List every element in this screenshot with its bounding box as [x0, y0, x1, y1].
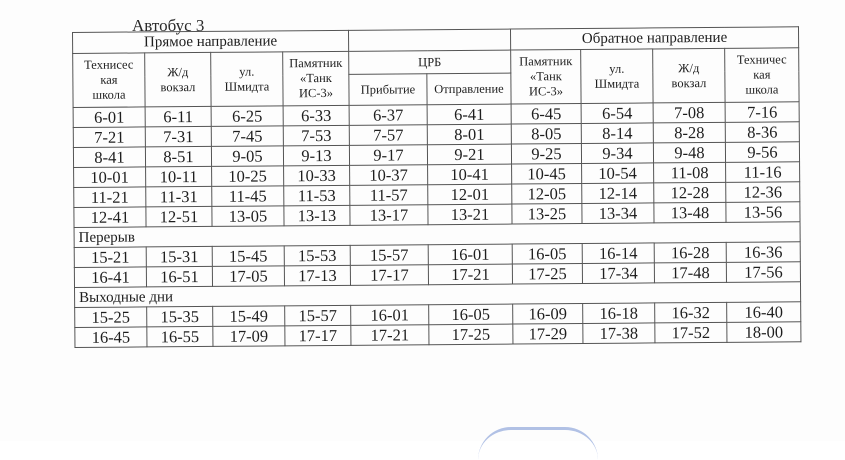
col-header [283, 51, 349, 106]
time-cell: 6-33 [283, 105, 349, 126]
time-cell: 10-37 [350, 165, 428, 186]
time-cell: 10-25 [212, 166, 284, 187]
time-cell: 8-28 [653, 122, 725, 143]
col-header-line: Ж/д [167, 64, 189, 79]
column-header-row [73, 48, 799, 77]
time-cell: 15-57 [285, 305, 351, 326]
col-header [211, 52, 283, 107]
time-cell: 7-16 [725, 102, 799, 123]
crb-header: ЦРБ [349, 50, 511, 74]
time-cell: 17-17 [285, 325, 351, 346]
time-cell: 8-36 [725, 122, 799, 143]
time-cell: 10-41 [428, 164, 512, 185]
time-cell: 6-37 [349, 105, 427, 126]
time-cell: 17-25 [429, 324, 513, 345]
col-header [73, 53, 145, 108]
stamp-mark [478, 427, 598, 460]
col-header-line: вокзал [671, 75, 707, 90]
time-cell: 13-13 [284, 205, 350, 226]
col-header-line: «Танк [299, 70, 332, 86]
time-cell: 13-56 [726, 202, 800, 223]
time-cell: 16-45 [75, 327, 147, 348]
crb-departure-header: Отправление [427, 73, 511, 105]
col-header-line: ул. [609, 61, 625, 76]
time-cell: 10-45 [512, 164, 582, 185]
timetable-body [73, 27, 801, 348]
time-cell: 11-53 [284, 185, 350, 206]
time-cell: 15-31 [146, 246, 212, 267]
time-cell: 12-14 [582, 183, 654, 204]
col-header-line: Шмидта [594, 76, 640, 91]
time-cell: 17-21 [351, 325, 429, 346]
time-cell: 10-01 [74, 167, 146, 188]
time-cell: 16-36 [726, 242, 800, 263]
time-cell: 16-01 [428, 244, 512, 265]
col-header-line: ИС-3» [298, 85, 334, 101]
time-cell: 16-41 [74, 267, 146, 288]
direction-gap [348, 29, 510, 51]
time-cell: 6-45 [511, 104, 581, 125]
time-cell: 16-55 [147, 326, 213, 347]
time-cell: 17-48 [654, 262, 726, 283]
time-cell: 9-25 [511, 144, 581, 165]
time-cell: 11-45 [212, 186, 284, 207]
time-cell: 16-14 [582, 243, 654, 264]
time-cell: 12-01 [428, 184, 512, 205]
col-header-line: Технисес [84, 57, 134, 72]
time-cell: 8-14 [581, 123, 653, 144]
col-header [653, 48, 725, 103]
time-cell: 9-21 [427, 144, 511, 165]
time-cell: 16-05 [429, 304, 513, 325]
time-cell: 13-05 [212, 206, 284, 227]
time-cell: 12-05 [512, 184, 582, 205]
time-cell: 7-53 [283, 125, 349, 146]
time-cell: 9-13 [283, 145, 349, 166]
time-cell: 17-52 [655, 322, 727, 343]
time-cell: 10-54 [582, 163, 654, 184]
time-cell: 13-34 [582, 203, 654, 224]
time-cell: 12-41 [74, 207, 146, 228]
time-cell: 15-49 [213, 306, 285, 327]
time-cell: 7-21 [73, 127, 145, 148]
time-cell: 11-08 [654, 162, 726, 183]
section-label: Выходные дни [75, 282, 801, 308]
time-cell: 16-51 [146, 266, 212, 287]
time-cell: 17-25 [512, 263, 582, 284]
col-header-line: школа [92, 87, 126, 102]
time-cell: 15-45 [212, 246, 284, 267]
time-cell: 9-56 [725, 142, 799, 163]
time-cell: 16-32 [655, 302, 727, 323]
time-cell: 10-33 [284, 165, 350, 186]
col-header-line: Ж/д [678, 60, 700, 75]
time-cell: 17-13 [284, 265, 350, 286]
time-cell: 15-57 [350, 245, 428, 266]
time-cell: 11-21 [74, 187, 146, 208]
time-cell: 17-56 [726, 262, 800, 283]
time-cell: 6-54 [581, 103, 653, 124]
col-header-line: школа [745, 82, 779, 97]
time-cell: 6-01 [73, 107, 145, 128]
col-header-line: вокзал [160, 79, 196, 94]
time-cell: 17-29 [513, 323, 583, 344]
time-cell: 17-09 [213, 326, 285, 347]
time-cell: 15-25 [75, 307, 147, 328]
time-cell: 13-21 [428, 204, 512, 225]
col-header-line: кая [753, 67, 771, 82]
time-cell: 12-51 [146, 206, 212, 227]
time-cell: 13-48 [654, 202, 726, 223]
col-header-line: «Танк [529, 69, 562, 84]
section-label: Перерыв [74, 222, 800, 248]
col-header [725, 48, 799, 103]
col-header-line: ИС-3» [528, 84, 564, 99]
time-cell: 16-05 [512, 243, 582, 264]
col-header [511, 50, 581, 105]
time-cell: 10-11 [146, 166, 212, 187]
col-header-line: Техничес [736, 52, 787, 67]
time-cell: 16-28 [654, 242, 726, 263]
col-header-line: кая [100, 72, 118, 87]
time-cell: 15-21 [74, 247, 146, 268]
col-header [145, 52, 211, 107]
col-header [581, 49, 653, 104]
time-cell: 8-05 [511, 124, 581, 145]
crb-arrival-header: Прибытие [349, 74, 427, 106]
time-cell: 12-36 [726, 182, 800, 203]
col-header-line: ул. [239, 64, 255, 79]
time-cell: 12-28 [654, 182, 726, 203]
reverse-direction-header: Обратное направление [510, 27, 798, 50]
time-cell: 13-17 [350, 205, 428, 226]
time-cell: 7-45 [211, 126, 283, 147]
forward-direction-header: Прямое направление [73, 30, 349, 53]
time-cell: 9-48 [653, 142, 725, 163]
time-cell: 8-41 [73, 147, 145, 168]
time-cell: 7-08 [653, 102, 725, 123]
time-cell: 11-31 [146, 186, 212, 207]
col-header-line: Шмидта [224, 78, 270, 94]
time-cell: 16-01 [351, 305, 429, 326]
time-cell: 17-17 [350, 265, 428, 286]
time-cell: 9-05 [211, 146, 283, 167]
col-header-line: Памятник [519, 54, 573, 69]
time-cell: 7-57 [349, 125, 427, 146]
time-cell: 9-34 [581, 143, 653, 164]
time-cell: 6-41 [427, 104, 511, 125]
time-cell: 8-51 [145, 146, 211, 167]
page-title: Автобус 3 [132, 16, 205, 35]
time-cell: 9-17 [349, 145, 427, 166]
time-cell: 13-25 [512, 204, 582, 225]
time-cell: 15-53 [284, 245, 350, 266]
bus-timetable [72, 26, 801, 348]
time-cell: 16-40 [727, 302, 801, 323]
time-cell: 16-09 [513, 303, 583, 324]
time-cell: 17-05 [212, 266, 284, 287]
time-cell: 6-25 [211, 106, 283, 127]
time-cell: 8-01 [427, 124, 511, 145]
col-header-line: Памятник [289, 55, 343, 71]
time-cell: 18-00 [727, 322, 801, 343]
time-cell: 17-34 [582, 263, 654, 284]
time-cell: 16-18 [583, 303, 655, 324]
time-cell: 11-57 [350, 185, 428, 206]
time-cell: 7-31 [145, 126, 211, 147]
time-cell: 17-21 [428, 264, 512, 285]
time-cell: 6-11 [145, 106, 211, 127]
time-cell: 15-35 [147, 306, 213, 327]
time-cell: 17-38 [583, 323, 655, 344]
time-cell: 11-16 [726, 162, 800, 183]
